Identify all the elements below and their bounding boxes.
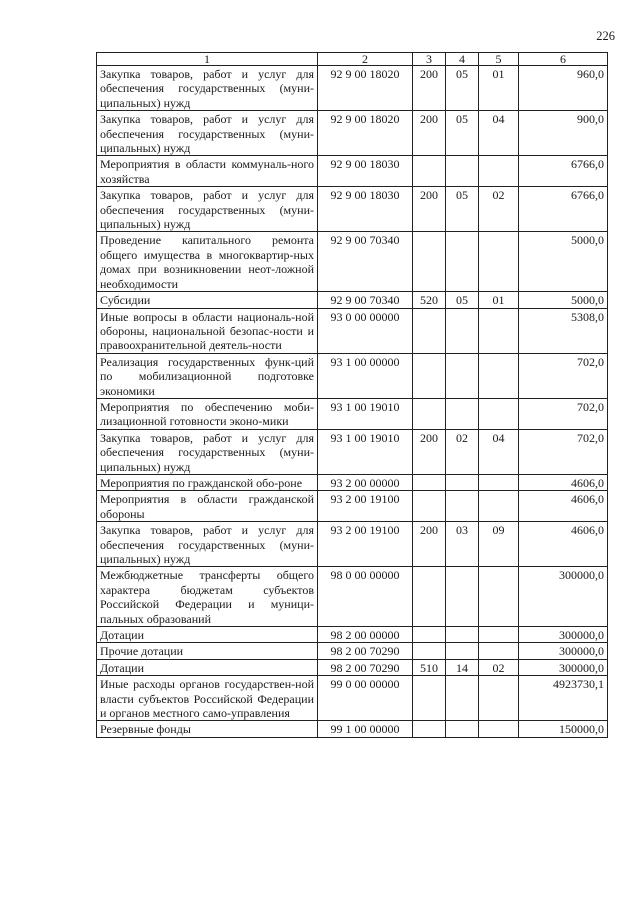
row-col-3: 510 [413, 659, 446, 675]
row-amount: 150000,0 [519, 721, 608, 737]
row-col-5 [479, 627, 519, 643]
row-name: Дотации [97, 659, 318, 675]
row-col-4 [446, 643, 479, 659]
row-col-5 [479, 676, 519, 721]
row-name: Мероприятия в области коммуналь-ного хозяйства [97, 156, 318, 187]
row-code: 93 2 00 19100 [318, 522, 413, 567]
row-col-5 [479, 567, 519, 627]
row-amount: 300000,0 [519, 567, 608, 627]
row-col-3 [413, 643, 446, 659]
row-name: Реализация государственных функ-ций по мобилизационной подготовке экономики [97, 353, 318, 398]
row-code: 93 1 00 19010 [318, 398, 413, 429]
row-amount: 702,0 [519, 429, 608, 474]
row-col-5: 01 [479, 66, 519, 111]
row-col-4 [446, 308, 479, 353]
table-row [97, 156, 608, 187]
row-code: 98 2 00 70290 [318, 659, 413, 675]
row-name: Мероприятия по обеспечению моби-лизационной готовности эконо-мики [97, 398, 318, 429]
row-col-5 [479, 232, 519, 292]
row-code: 98 0 00 00000 [318, 567, 413, 627]
row-col-3 [413, 232, 446, 292]
row-code: 98 2 00 70290 [318, 643, 413, 659]
row-code: 93 1 00 00000 [318, 353, 413, 398]
row-col-3 [413, 627, 446, 643]
row-name: Прочие дотации [97, 643, 318, 659]
row-col-3: 200 [413, 66, 446, 111]
row-amount: 5308,0 [519, 308, 608, 353]
row-amount: 4606,0 [519, 474, 608, 490]
table-row [97, 398, 608, 429]
table-row [97, 491, 608, 522]
row-code: 93 2 00 00000 [318, 474, 413, 490]
row-col-3: 200 [413, 429, 446, 474]
row-code: 92 9 00 18020 [318, 66, 413, 111]
row-col-5: 09 [479, 522, 519, 567]
budget-table [96, 52, 608, 738]
row-col-3 [413, 491, 446, 522]
row-name: Проведение капитального ремонта общего имущества в многоквартир-ных домах при возникновении неот-ложной необходимости [97, 232, 318, 292]
table-row [97, 567, 608, 627]
row-col-3 [413, 721, 446, 737]
row-col-5 [479, 474, 519, 490]
table-row [97, 292, 608, 308]
row-amount: 6766,0 [519, 156, 608, 187]
row-name: Дотации [97, 627, 318, 643]
row-col-4 [446, 567, 479, 627]
row-col-4: 03 [446, 522, 479, 567]
row-amount: 300000,0 [519, 659, 608, 675]
row-amount: 4606,0 [519, 522, 608, 567]
row-col-4 [446, 156, 479, 187]
row-amount: 702,0 [519, 398, 608, 429]
row-col-4: 05 [446, 66, 479, 111]
row-name: Иные расходы органов государствен-ной власти субъектов Российской Федерации и органов местного само-управления [97, 676, 318, 721]
row-name: Закупка товаров, работ и услуг для обеспечения государственных (муни-ципальных) нужд [97, 66, 318, 111]
header-col-5: 5 [479, 53, 519, 66]
row-name: Иные вопросы в области националь-ной обороны, национальной безопас-ности и правоохранительной деятель-ности [97, 308, 318, 353]
table-header [97, 53, 608, 66]
row-amount: 4923730,1 [519, 676, 608, 721]
row-col-5 [479, 491, 519, 522]
row-amount: 4606,0 [519, 491, 608, 522]
header-row [97, 53, 608, 66]
row-amount: 702,0 [519, 353, 608, 398]
row-col-3: 200 [413, 111, 446, 156]
row-col-3 [413, 353, 446, 398]
header-col-4: 4 [446, 53, 479, 66]
row-col-5 [479, 643, 519, 659]
row-col-5 [479, 156, 519, 187]
table-row [97, 721, 608, 737]
row-col-3 [413, 398, 446, 429]
row-amount: 5000,0 [519, 292, 608, 308]
page-number: 226 [596, 29, 615, 43]
row-col-5 [479, 353, 519, 398]
row-col-3 [413, 567, 446, 627]
row-amount: 6766,0 [519, 187, 608, 232]
table-row [97, 676, 608, 721]
row-code: 92 9 00 18030 [318, 187, 413, 232]
row-code: 99 1 00 00000 [318, 721, 413, 737]
table-row [97, 232, 608, 292]
row-col-5: 04 [479, 111, 519, 156]
row-col-5 [479, 398, 519, 429]
row-col-4: 02 [446, 429, 479, 474]
row-name: Закупка товаров, работ и услуг для обеспечения государственных (муни-ципальных) нужд [97, 187, 318, 232]
row-col-4 [446, 232, 479, 292]
row-amount: 300000,0 [519, 627, 608, 643]
row-name: Закупка товаров, работ и услуг для обеспечения государственных (муни-ципальных) нужд [97, 522, 318, 567]
row-code: 93 1 00 19010 [318, 429, 413, 474]
header-col-6: 6 [519, 53, 608, 66]
table-row [97, 66, 608, 111]
row-col-3: 520 [413, 292, 446, 308]
row-name: Мероприятия по гражданской обо-роне [97, 474, 318, 490]
row-col-5: 01 [479, 292, 519, 308]
row-col-3 [413, 676, 446, 721]
table-row [97, 627, 608, 643]
table-row [97, 429, 608, 474]
table-row [97, 643, 608, 659]
row-col-4 [446, 491, 479, 522]
row-code: 98 2 00 00000 [318, 627, 413, 643]
row-col-3 [413, 308, 446, 353]
table-row [97, 308, 608, 353]
row-code: 92 9 00 70340 [318, 292, 413, 308]
row-col-3 [413, 474, 446, 490]
row-col-4 [446, 627, 479, 643]
row-col-3 [413, 156, 446, 187]
row-code: 93 0 00 00000 [318, 308, 413, 353]
table-row [97, 474, 608, 490]
row-col-5 [479, 721, 519, 737]
table-row [97, 522, 608, 567]
row-col-4 [446, 474, 479, 490]
row-col-5: 02 [479, 187, 519, 232]
row-amount: 960,0 [519, 66, 608, 111]
row-name: Резервные фонды [97, 721, 318, 737]
table-body [97, 66, 608, 738]
header-col-3: 3 [413, 53, 446, 66]
row-code: 92 9 00 18020 [318, 111, 413, 156]
row-name: Мероприятия в области гражданской обороны [97, 491, 318, 522]
row-name: Субсидии [97, 292, 318, 308]
row-col-4 [446, 676, 479, 721]
row-code: 92 9 00 70340 [318, 232, 413, 292]
row-col-4: 14 [446, 659, 479, 675]
header-col-2: 2 [318, 53, 413, 66]
row-amount: 300000,0 [519, 643, 608, 659]
table-row [97, 111, 608, 156]
row-col-4: 05 [446, 292, 479, 308]
row-col-4: 05 [446, 111, 479, 156]
row-amount: 5000,0 [519, 232, 608, 292]
row-col-4: 05 [446, 187, 479, 232]
row-col-4 [446, 398, 479, 429]
row-col-3: 200 [413, 187, 446, 232]
row-amount: 900,0 [519, 111, 608, 156]
row-code: 99 0 00 00000 [318, 676, 413, 721]
row-code: 92 9 00 18030 [318, 156, 413, 187]
table-row [97, 187, 608, 232]
row-col-5: 04 [479, 429, 519, 474]
table-row [97, 353, 608, 398]
table-row [97, 659, 608, 675]
row-col-3: 200 [413, 522, 446, 567]
row-name: Закупка товаров, работ и услуг для обеспечения государственных (муни-ципальных) нужд [97, 111, 318, 156]
row-col-4 [446, 721, 479, 737]
row-code: 93 2 00 19100 [318, 491, 413, 522]
row-col-5 [479, 308, 519, 353]
row-col-5: 02 [479, 659, 519, 675]
row-col-4 [446, 353, 479, 398]
header-col-1: 1 [97, 53, 318, 66]
row-name: Межбюджетные трансферты общего характера бюджетам субъектов Российской Федерации и муници-пальных образований [97, 567, 318, 627]
row-name: Закупка товаров, работ и услуг для обеспечения государственных (муни-ципальных) нужд [97, 429, 318, 474]
